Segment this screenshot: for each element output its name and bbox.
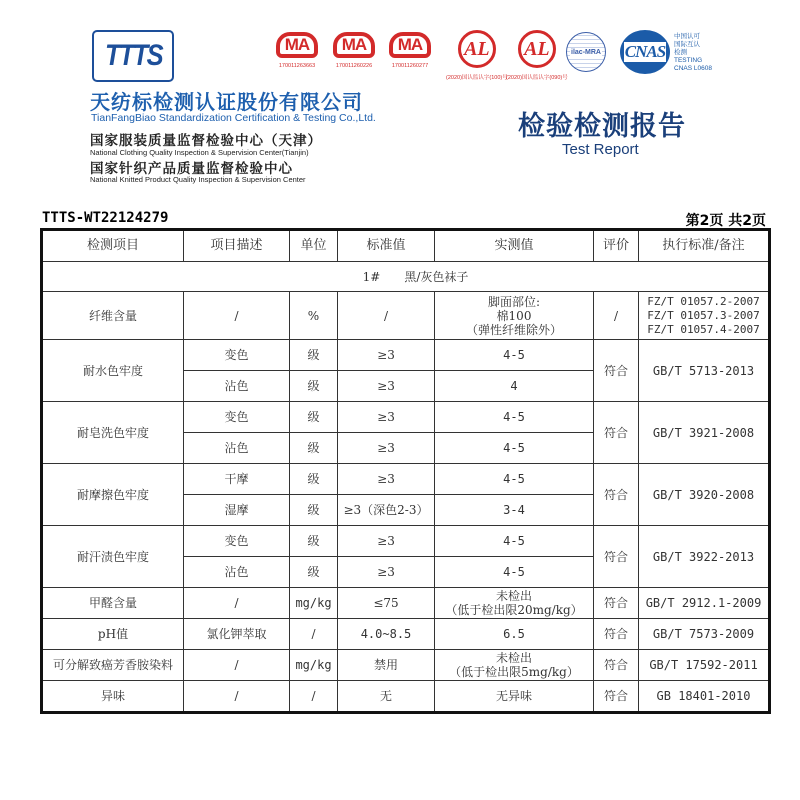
evaluation: 符合 (594, 619, 639, 650)
item-description: / (184, 681, 290, 713)
cal-certification-1 (446, 30, 508, 81)
test-item: 可分解致癌芳香胺染料 (42, 650, 184, 681)
item-description: 沾色 (184, 371, 290, 402)
report-title-en: Test Report (562, 141, 639, 158)
cnas-icon (620, 30, 670, 74)
cnas-accreditation-text (674, 33, 712, 73)
cnas-line: CNAS L0608 (674, 65, 712, 72)
unit: 级 (290, 495, 338, 526)
table-row (42, 464, 770, 495)
unit: 级 (290, 433, 338, 464)
measured-value: 4-5 (435, 340, 594, 371)
item-description: / (184, 588, 290, 619)
measured-value: 4-5 (435, 557, 594, 588)
cma-number: 170011260277 (391, 63, 429, 69)
unit: 级 (290, 402, 338, 433)
measured-value: 4-5 (435, 464, 594, 495)
measured-value (435, 292, 594, 340)
column-header: 项目描述 (184, 230, 290, 262)
standard-value: ≥3 (338, 557, 435, 588)
item-description: 湿摩 (184, 495, 290, 526)
evaluation: 符合 (594, 588, 639, 619)
cma-number: 170011260226 (335, 63, 373, 69)
standard-value: ≥3（深色2-3） (338, 495, 435, 526)
item-description: 变色 (184, 340, 290, 371)
item-description: 干摩 (184, 464, 290, 495)
column-header: 实测值 (435, 230, 594, 262)
cma-certification-2 (333, 32, 375, 69)
method-line: FZ/T 01057.4-2007 (647, 322, 760, 336)
column-header: 标准值 (338, 230, 435, 262)
evaluation: 符合 (594, 464, 639, 526)
sample-id: 1# (362, 269, 381, 284)
test-item: 耐汗渍色牢度 (42, 526, 184, 588)
test-item: 耐皂洗色牢度 (42, 402, 184, 464)
result-line: 未检出 (495, 589, 532, 603)
column-header: 单位 (290, 230, 338, 262)
test-method: GB/T 5713-2013 (639, 340, 770, 402)
method-line: FZ/T 01057.3-2007 (647, 308, 760, 322)
standard-value: 无 (338, 681, 435, 713)
evaluation: 符合 (594, 526, 639, 588)
cal-icon: AL (518, 30, 556, 68)
result-line: （低于检出限20mg/kg） (445, 603, 583, 617)
measured-value (435, 650, 594, 681)
column-header: 检测项目 (42, 230, 184, 262)
cal-number: (2020)国认监认字(090)号 (506, 75, 568, 81)
unit: 级 (290, 526, 338, 557)
measured-value (435, 681, 594, 713)
result-line: 未检出 (495, 651, 532, 665)
item-description: 沾色 (184, 557, 290, 588)
ilac-mra-icon (566, 32, 606, 72)
table-header-row (42, 230, 770, 262)
test-item: 异味 (42, 681, 184, 713)
center2-name-en: National Knitted Product Quality Inspection & Supervision Center (90, 175, 306, 184)
unit: 级 (290, 557, 338, 588)
evaluation: / (594, 292, 639, 340)
standard-value: / (338, 292, 435, 340)
measured-value (435, 619, 594, 650)
cma-certification-1 (276, 32, 318, 69)
result-line: （弹性纤维除外） (465, 322, 562, 337)
item-description: 氯化钾萃取 (184, 619, 290, 650)
unit: % (290, 292, 338, 340)
cnas-line: 检测 (674, 49, 687, 56)
unit: mg/kg (290, 650, 338, 681)
test-item: 耐摩擦色牢度 (42, 464, 184, 526)
standard-value: ≥3 (338, 526, 435, 557)
cma-icon: MA (333, 32, 375, 58)
report-title-cn: 检验检测报告 (518, 111, 686, 142)
table-row (42, 402, 770, 433)
item-description: 变色 (184, 402, 290, 433)
test-method: GB/T 3922-2013 (639, 526, 770, 588)
column-header: 评价 (594, 230, 639, 262)
standard-value: ≥3 (338, 433, 435, 464)
evaluation: 符合 (594, 340, 639, 402)
unit: 级 (290, 340, 338, 371)
measured-value: 4-5 (435, 433, 594, 464)
page-info: 第2页 共2页 (685, 213, 766, 229)
table-row (42, 681, 770, 713)
unit: mg/kg (290, 588, 338, 619)
test-results-table (40, 228, 771, 714)
measured-value: 3-4 (435, 495, 594, 526)
cma-certification-3 (389, 32, 431, 69)
cal-icon: AL (458, 30, 496, 68)
result-line: 6.5 (503, 627, 525, 641)
cnas-text: CNAS (624, 42, 666, 61)
item-description: / (184, 292, 290, 340)
table-row (42, 650, 770, 681)
table-row (42, 526, 770, 557)
result-line: 脚面部位: (487, 294, 541, 309)
result-line: 无异味 (495, 689, 532, 703)
item-description: / (184, 650, 290, 681)
standard-value: ≥3 (338, 402, 435, 433)
cma-icon: MA (276, 32, 318, 58)
unit: / (290, 619, 338, 650)
unit: 级 (290, 371, 338, 402)
test-item: pH值 (42, 619, 184, 650)
cnas-line: 中国认可 (674, 33, 700, 40)
ilac-text: ilac-MRA (571, 48, 601, 56)
column-header: 执行标准/备注 (639, 230, 770, 262)
unit: / (290, 681, 338, 713)
measured-value: 4-5 (435, 526, 594, 557)
standard-value: 4.0~8.5 (338, 619, 435, 650)
result-line: 棉100 (496, 308, 532, 323)
measured-value (435, 588, 594, 619)
center1-name-en: National Clothing Quality Inspection & Supervision Center(Tianjin) (90, 148, 309, 157)
table-row (42, 292, 770, 340)
center2-name-cn: 国家针织产品质量监督检验中心 (90, 161, 293, 177)
test-method: GB/T 2912.1-2009 (639, 588, 770, 619)
test-method: GB/T 3921-2008 (639, 402, 770, 464)
sample-name: 黑/灰色袜子 (404, 269, 469, 284)
sample-row (42, 262, 770, 292)
test-method: GB 18401-2010 (639, 681, 770, 713)
measured-value: 4-5 (435, 402, 594, 433)
item-description: 沾色 (184, 433, 290, 464)
standard-value: ≥3 (338, 464, 435, 495)
center1-name-cn: 国家服装质量监督检验中心（天津） (90, 133, 322, 149)
test-method: GB/T 7573-2009 (639, 619, 770, 650)
company-name-en: TianFangBiao Standardization Certification & Testing Co.,Ltd. (91, 112, 376, 124)
table-row (42, 588, 770, 619)
result-line: （低于检出限5mg/kg） (449, 665, 579, 679)
cnas-line: 国际互认 (674, 41, 700, 48)
standard-value: ≥3 (338, 371, 435, 402)
report-number: TTTS-WT22124279 (42, 210, 169, 226)
cnas-line: TESTING (674, 57, 703, 64)
measured-value: 4 (435, 371, 594, 402)
test-method (639, 292, 770, 340)
method-line: FZ/T 01057.2-2007 (647, 294, 760, 308)
test-method: GB/T 17592-2011 (639, 650, 770, 681)
cma-number: 170011263663 (278, 63, 316, 69)
company-name-cn: 天纺标检测认证股份有限公司 (90, 90, 363, 114)
test-item: 耐水色牢度 (42, 340, 184, 402)
cal-number: (2020)国认监认字(100)号 (446, 75, 508, 81)
cma-icon: MA (389, 32, 431, 58)
table-row (42, 340, 770, 371)
company-logo (92, 30, 174, 82)
test-item: 纤维含量 (42, 292, 184, 340)
item-description: 变色 (184, 526, 290, 557)
logo-text: TTTS (104, 39, 162, 72)
standard-value: ≥3 (338, 340, 435, 371)
standard-value: ≤75 (338, 588, 435, 619)
test-method: GB/T 3920-2008 (639, 464, 770, 526)
standard-value: 禁用 (338, 650, 435, 681)
evaluation: 符合 (594, 650, 639, 681)
unit: 级 (290, 464, 338, 495)
cal-certification-2 (506, 30, 568, 81)
table-row (42, 619, 770, 650)
evaluation: 符合 (594, 681, 639, 713)
test-item: 甲醛含量 (42, 588, 184, 619)
evaluation: 符合 (594, 402, 639, 464)
